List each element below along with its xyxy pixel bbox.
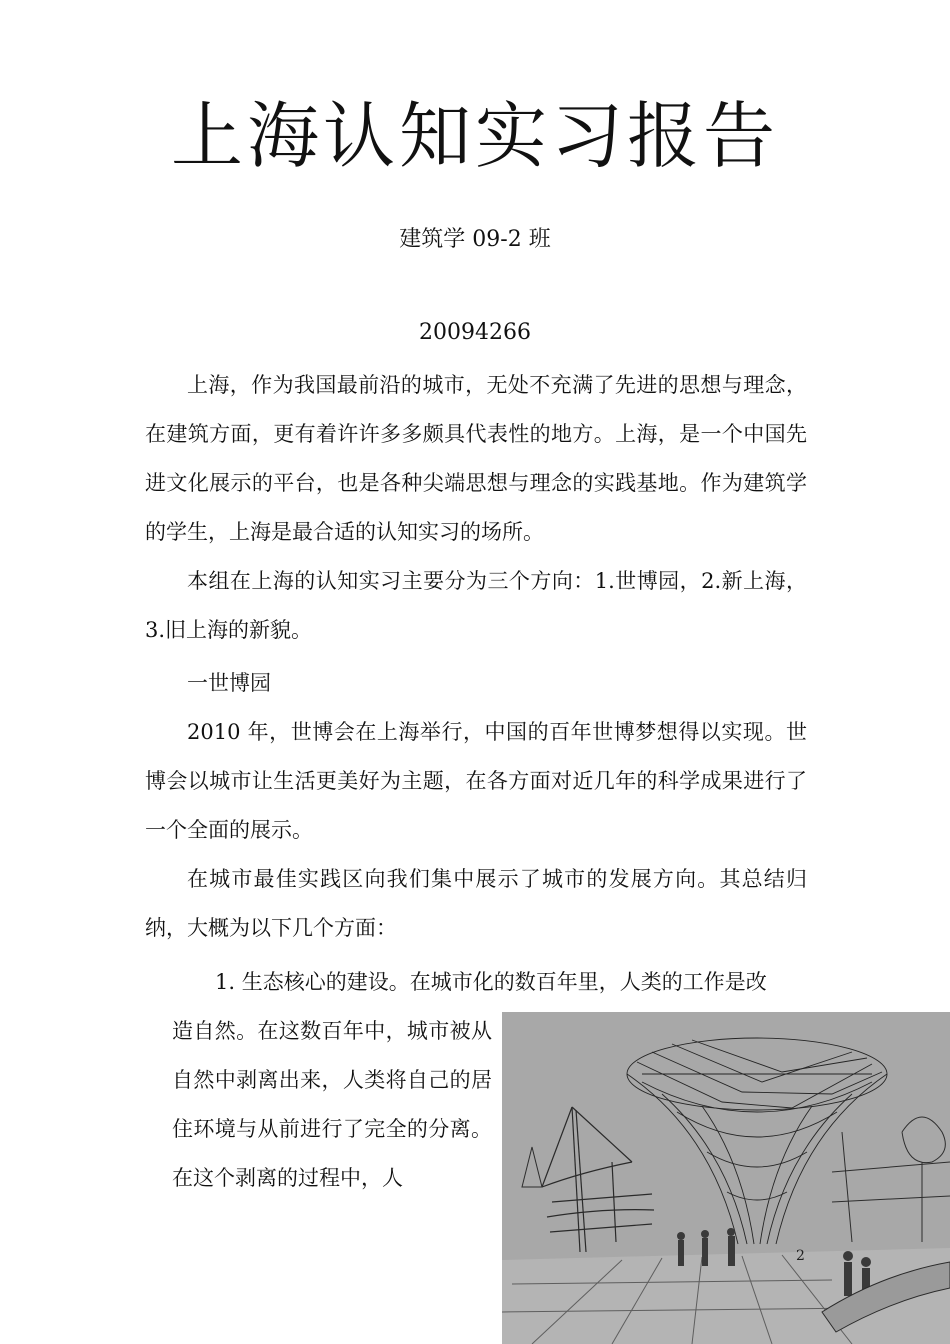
section-heading: 一世博园	[187, 671, 271, 695]
paragraph-best-practice: 在城市最佳实践区向我们集中展示了城市的发展方向。其总结归纳，大概为以下几个方面：	[145, 867, 807, 940]
paragraph-directions: 本组在上海的认知实习主要分为三个方向：1.世博园，2.新上海，3.旧上海的新貌。	[145, 569, 807, 642]
list-item-ecology-continued: 造自然。在这数百年中，城市被从自然中剥离出来，人类将自己的居住环境与从前进行了完全的分离。在这个剥离的过程中，人	[172, 1019, 492, 1190]
student-id: 20094266	[419, 320, 531, 345]
page-number: 2	[796, 1248, 805, 1264]
paragraph-expo: 2010 年，世博会在上海举行，中国的百年世博梦想得以实现。世博会以城市让生活更美好为主题，在各方面对近几年的科学成果进行了一个全面的展示。	[145, 720, 807, 842]
paragraph-intro: 上海，作为我国最前沿的城市，无处不充满了先进的思想与理念，在建筑方面，更有着许许多多颇具代表性的地方。上海，是一个中国先进文化展示的平台，也是各种尖端思想与理念的实践基地。作为建筑学的学生，上海是最合适的认知实习的场所。	[145, 373, 807, 544]
class-line: 建筑学 09-2 班	[399, 227, 551, 252]
page-title: 上海认知实习报告	[170, 94, 779, 178]
list-item-ecology-first-line: 1. 生态核心的建设。在城市化的数百年里，人类的工作是改	[215, 970, 767, 994]
sketch-drawing	[502, 1012, 950, 1344]
expo-sun-valley-sketch-image	[502, 1012, 950, 1344]
